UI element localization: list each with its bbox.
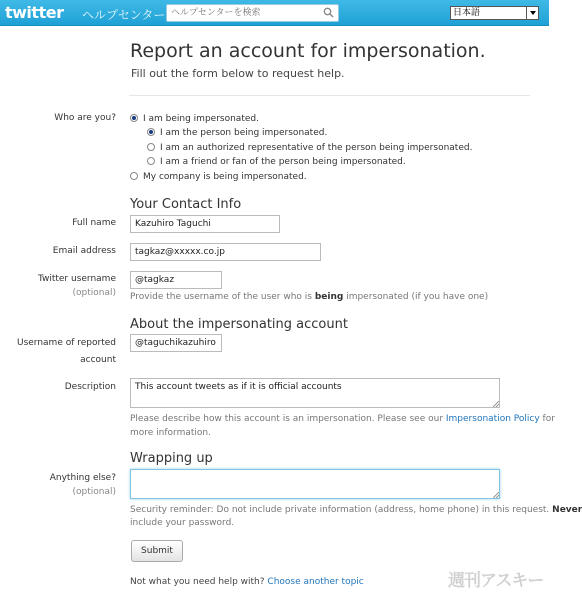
radio-authorized-representative[interactable] [147, 142, 472, 154]
radio-company-impersonated[interactable] [130, 171, 307, 183]
twitter-username-optional: (optional) [72, 288, 116, 298]
radio-being-impersonated[interactable] [130, 113, 259, 125]
twitter-logo[interactable]: twitter [5, 3, 64, 22]
radio-label: I am the person being impersonated. [160, 128, 328, 138]
page-subtitle: Fill out the form below to request help. [131, 67, 345, 80]
reported-username-input[interactable] [130, 334, 222, 352]
help-center-title[interactable]: ヘルプセンター [82, 8, 166, 22]
security-reminder-line2: include your password. [130, 518, 235, 528]
search-input[interactable] [167, 5, 317, 21]
description-hint-line2: more information. [130, 428, 211, 438]
full-name-label: Full name [72, 218, 116, 228]
chevron-down-icon[interactable] [526, 7, 538, 19]
radio-button[interactable] [147, 128, 155, 136]
description-field-wrap[interactable] [130, 378, 500, 408]
radio-button[interactable] [130, 114, 138, 122]
anything-else-textarea[interactable] [130, 469, 500, 499]
search-box[interactable] [166, 4, 339, 22]
anything-else-optional: (optional) [72, 487, 116, 497]
top-bar [0, 0, 549, 26]
page-title: Report an account for impersonation. [130, 40, 486, 62]
impersonation-policy-link[interactable]: Impersonation Policy [445, 414, 540, 424]
twitter-username-label: Twitter username [37, 274, 116, 284]
description-hint: Please describe how this account is an impersonation. Please see our Impersonation Policy for [130, 414, 555, 424]
language-selected: 日本語 [453, 8, 481, 18]
who-label: Who are you? [54, 113, 116, 123]
reported-username-label-line2: account [80, 355, 116, 365]
radio-button[interactable] [130, 172, 138, 180]
watermark: 週刊アスキー [448, 571, 544, 591]
security-reminder: Security reminder: Do not include private information (address, home phone) in this request. Never [130, 505, 582, 515]
twitter-username-input[interactable] [130, 271, 222, 289]
radio-button[interactable] [147, 143, 155, 151]
radio-person-impersonated[interactable] [147, 127, 327, 139]
description-label: Description [64, 382, 116, 392]
language-select[interactable] [450, 6, 539, 20]
radio-label: I am an authorized representative of the person being impersonated. [160, 143, 473, 153]
email-input[interactable] [130, 243, 321, 261]
radio-label: I am a friend or fan of the person being impersonated. [160, 157, 406, 167]
email-label: Email address [52, 246, 116, 256]
contact-section-title: Your Contact Info [130, 197, 242, 212]
full-name-input[interactable] [130, 215, 280, 233]
resize-handle-icon[interactable] [493, 492, 499, 498]
submit-button[interactable]: Submit [131, 540, 183, 562]
anything-else-field-wrap[interactable] [130, 469, 500, 499]
anything-else-label: Anything else? [49, 473, 116, 483]
radio-label: My company is being impersonated. [143, 172, 307, 182]
choose-another-topic-link[interactable]: Choose another topic [267, 577, 364, 587]
search-icon[interactable] [323, 7, 334, 18]
radio-button[interactable] [147, 157, 155, 165]
wrap-section-title: Wrapping up [130, 451, 213, 466]
radio-label: I am being impersonated. [143, 114, 259, 124]
about-section-title: About the impersonating account [130, 317, 348, 332]
footer-text: Not what you need help with? Choose another topic [130, 577, 364, 587]
reported-username-label: Username of reported [16, 338, 116, 348]
radio-friend-or-fan[interactable] [147, 156, 406, 168]
description-textarea[interactable] [130, 378, 500, 408]
twitter-username-hint: Provide the username of the user who is being impersonated (if you have one) [130, 292, 489, 302]
divider [129, 95, 530, 96]
resize-handle-icon[interactable] [493, 401, 499, 407]
